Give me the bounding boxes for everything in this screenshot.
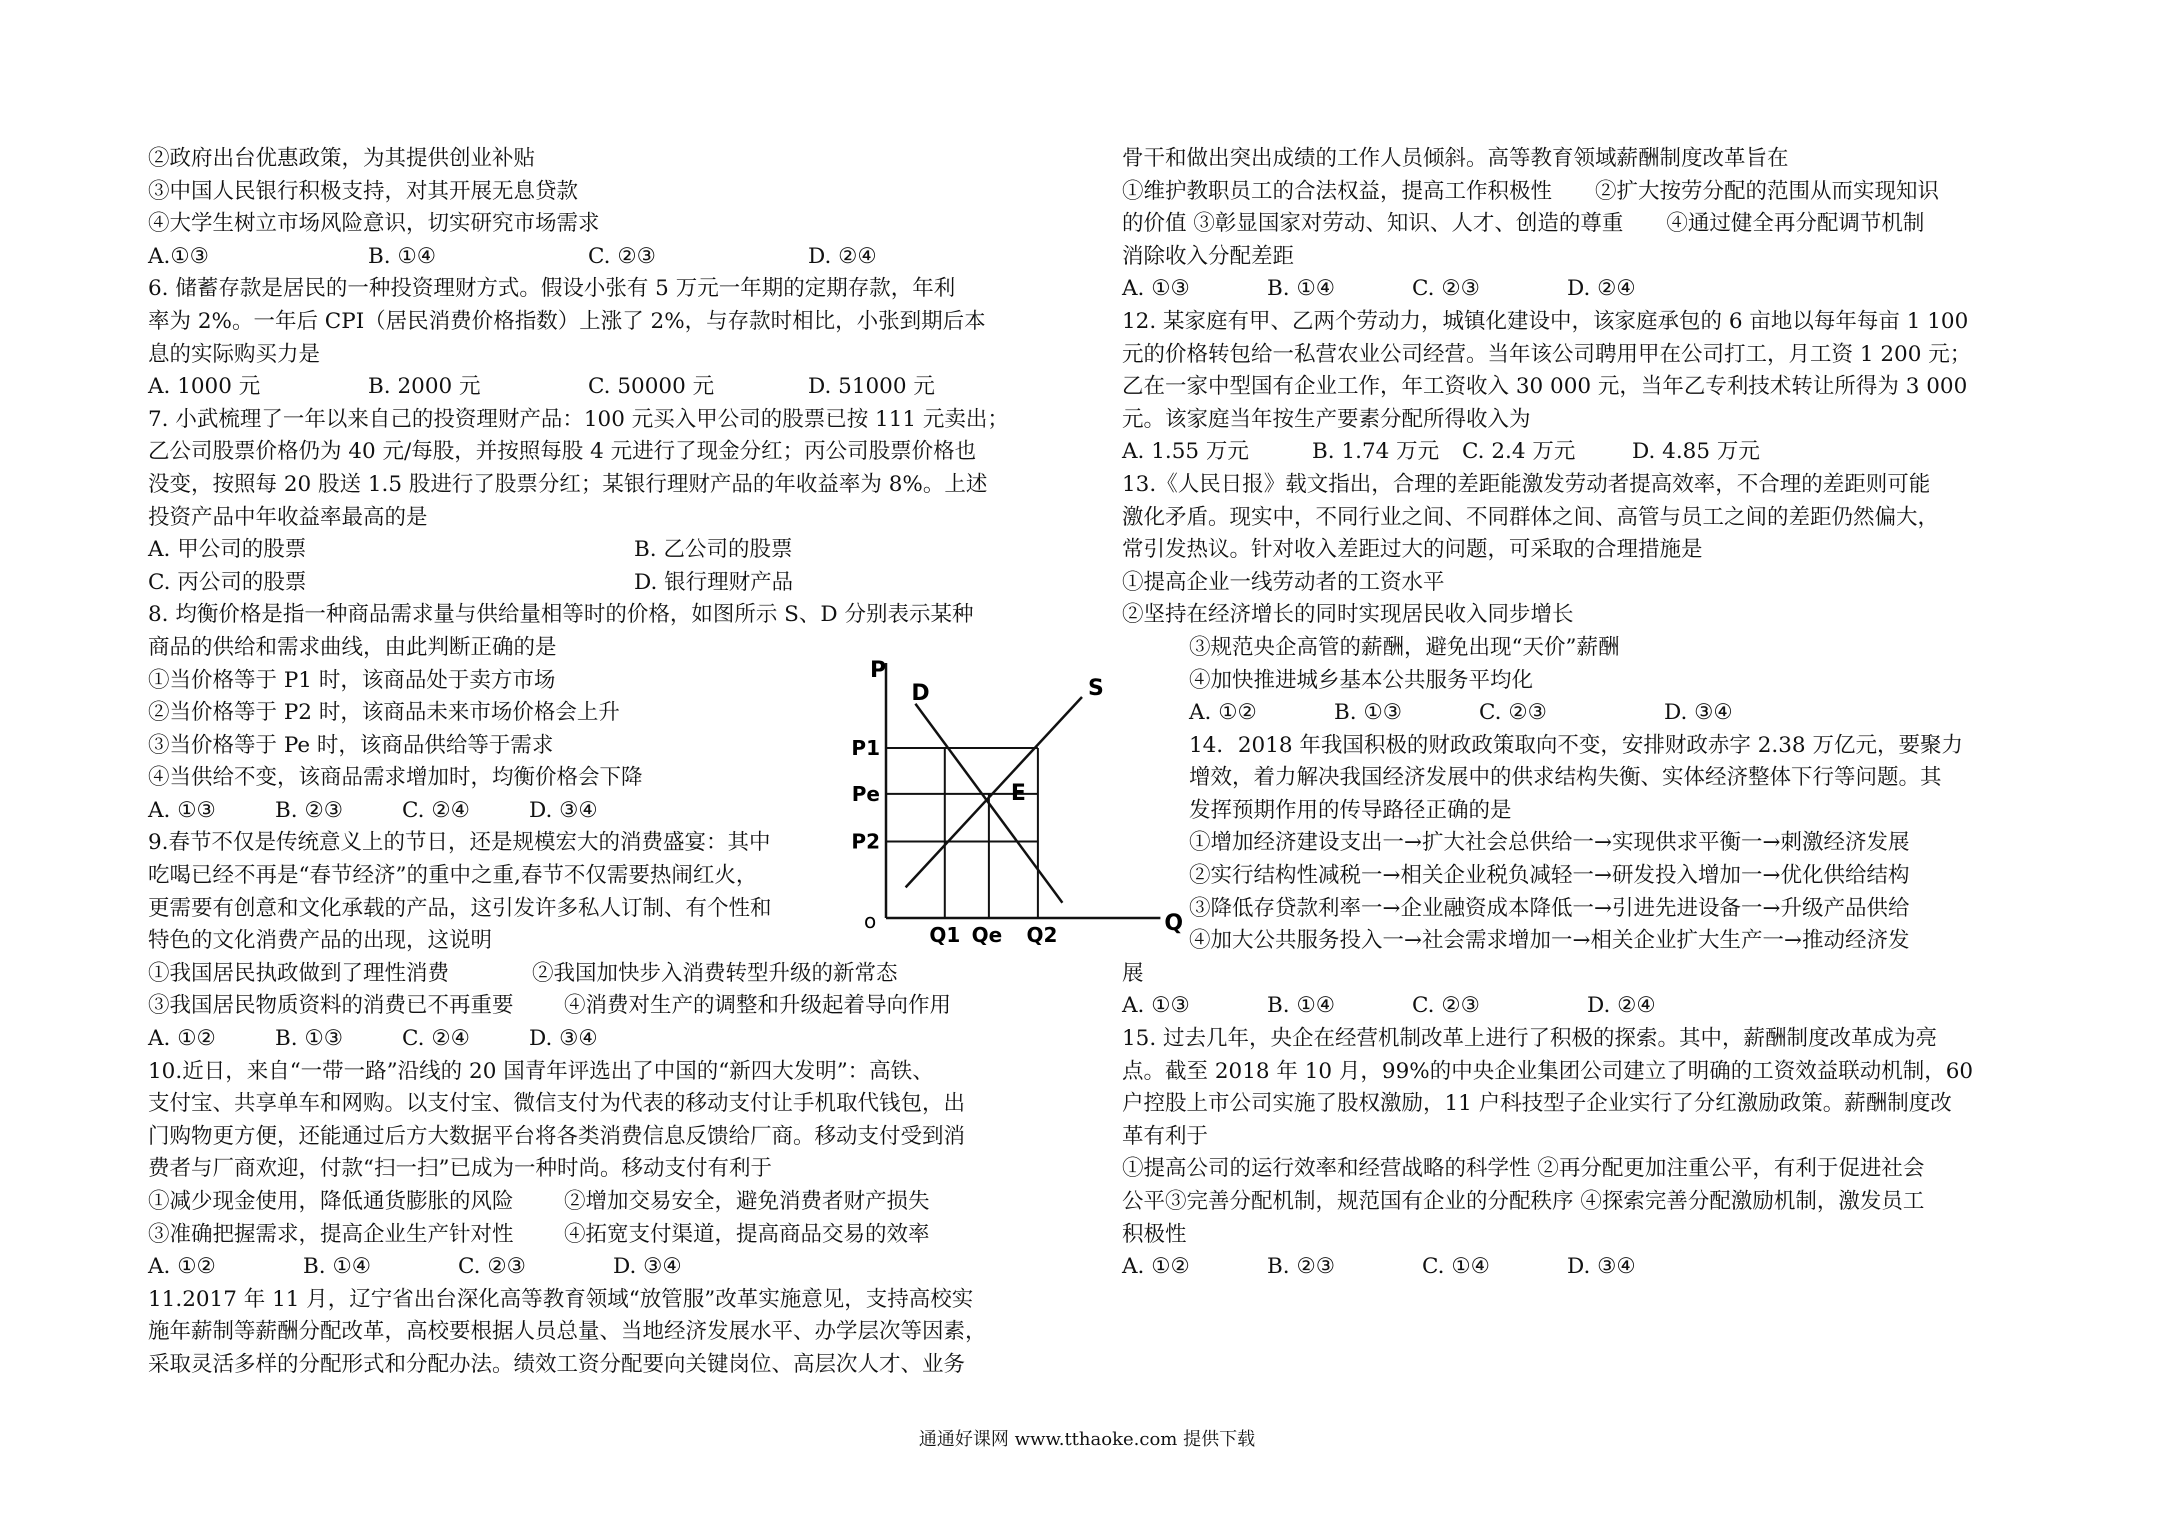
q11-line: 的价值 ③彰显国家对劳动、知识、人才、创造的尊重 ④通过健全再分配调节机制 <box>1122 211 1925 237</box>
q11-line: ①维护教职员工的合法权益，提高工作积极性 ②扩大按劳分配的范围从而实现知识 <box>1122 178 1940 204</box>
q8-option-d: D. ③④ <box>529 797 598 823</box>
q15-line: 积极性 <box>1122 1221 1187 1247</box>
q11-option-a: A. ①③ <box>1122 276 1190 302</box>
q6-line: 息的实际购买力是 <box>148 341 321 367</box>
q13-option-b: B. ①③ <box>1334 700 1403 726</box>
q13-item-3: ③规范央企高管的薪酬，避免出现“天价”薪酬 <box>1189 634 1620 660</box>
q14-line: 14．2018 年我国积极的财政政策取向不变，安排财政赤字 2.38 万亿元，要聚力 <box>1189 732 1963 758</box>
q13-item-1: ①提高企业一线劳动者的工资水平 <box>1122 569 1445 595</box>
q11-line: 采取灵活多样的分配形式和分配办法。绩效工资分配要向关键岗位、高层次人才、业务 <box>148 1351 966 1377</box>
q10-option-a: A. ①② <box>148 1254 216 1280</box>
q8-option-c: C. ②④ <box>402 797 470 823</box>
y-tick-label: Pe <box>851 781 880 806</box>
q15-line: 15. 过去几年，央企在经营机制改革上进行了积极的探索。其中，薪酬制度改革成为亮 <box>1122 1026 1938 1052</box>
q15-option-d: D. ③④ <box>1567 1254 1636 1280</box>
q7-line: 没变，按照每 20 股送 1.5 股进行了股票分红；某银行理财产品的年收益率为 8%。上述 <box>148 471 988 497</box>
q10-option-d: D. ③④ <box>613 1254 682 1280</box>
q14-option-c: C. ②③ <box>1412 993 1480 1019</box>
equilibrium-label: E <box>1010 780 1026 806</box>
q15-option-b: B. ②③ <box>1267 1254 1336 1280</box>
q13-options <box>1122 697 1977 730</box>
q5-option-b: B. ①④ <box>368 243 437 269</box>
supply-label: S <box>1088 676 1104 701</box>
q9-option-b: B. ①③ <box>275 1026 344 1052</box>
q10-line: 费者与厂商欢迎，付款“扫一扫”已成为一种时尚。移动支付有利于 <box>148 1156 772 1182</box>
q5-item-3: ③中国人民银行积极支持，对其开展无息贷款 <box>148 178 579 204</box>
q13-item-4: ④加快推进城乡基本公共服务平均化 <box>1189 667 1534 693</box>
q8-option-b: B. ②③ <box>275 797 344 823</box>
q6-option-b: B. 2000 元 <box>368 374 481 400</box>
q15-line: 革有利于 <box>1122 1123 1209 1149</box>
q9-item-1: ①我国居民执政做到了理性消费 <box>148 960 450 986</box>
q12-options <box>1122 436 1977 469</box>
q13-line: 13.《人民日报》载文指出，合理的差距能激发劳动者提高效率，不合理的差距则可能 <box>1122 471 1931 497</box>
supply-demand-chart <box>820 658 1184 950</box>
q10-item-3: ③准确把握需求，提高企业生产针对性 <box>148 1221 514 1247</box>
q6-line: 6. 储蓄存款是居民的一种投资理财方式。假设小张有 5 万元一年期的定期存款，年利 <box>148 276 956 302</box>
q9-items-row2 <box>148 990 990 1023</box>
x-tick-label: Q2 <box>1026 923 1058 947</box>
q10-option-c: C. ②③ <box>458 1254 526 1280</box>
q14-item-3: ③降低存贷款利率一→企业融资成本降低一→引进先进设备一→升级产品供给 <box>1189 895 1910 921</box>
q14-item-2: ②实行结构性减税一→相关企业税负减轻一→研发投入增加一→优化供给结构 <box>1189 863 1910 889</box>
q9-items-row1 <box>148 958 990 991</box>
q9-line: 更需要有创意和文化承载的产品，这引发许多私人订制、有个性和 <box>148 895 772 921</box>
q9-option-d: D. ③④ <box>529 1026 598 1052</box>
x-tick-label: Q1 <box>929 923 961 947</box>
q5-options <box>148 241 990 274</box>
q8-option-a: A. ①③ <box>148 797 216 823</box>
q13-option-a: A. ①② <box>1189 700 1257 726</box>
q11-options <box>1122 273 1977 306</box>
q5-item-2: ②政府出台优惠政策，为其提供创业补贴 <box>148 146 536 171</box>
q8-item-4: ④当供给不变，该商品需求增加时，均衡价格会下降 <box>148 765 643 791</box>
q9-item-4: ④消费对生产的调整和升级起着导向作用 <box>564 993 952 1019</box>
q15-line: ①提高公司的运行效率和经营战略的科学性 ②再分配更加注重公平，有利于促进社会 <box>1122 1156 1925 1182</box>
q12-option-b: B. 1.74 万元 <box>1312 439 1440 465</box>
q11-option-d: D. ②④ <box>1567 276 1636 302</box>
q10-line: 支付宝、共享单车和网购。以支付宝、微信支付为代表的移动支付让手机取代钱包，出 <box>148 1091 966 1117</box>
q15-line: 公平③完善分配机制，规范国有企业的分配秩序 ④探索完善分配激励机制，激发员工 <box>1122 1189 1925 1214</box>
q15-line: 点。截至 2018 年 10 月，99%的中央企业集团公司建立了明确的工资效益联动机制，60 <box>1122 1058 1974 1084</box>
q10-items-row2 <box>148 1219 990 1252</box>
y-axis-label: P <box>870 658 887 683</box>
q11-option-b: B. ①④ <box>1267 276 1336 302</box>
q14-option-d: D. ②④ <box>1587 993 1656 1019</box>
q9-line: 特色的文化消费产品的出现，这说明 <box>148 928 493 954</box>
q9-item-2: ②我国加快步入消费转型升级的新常态 <box>532 960 898 986</box>
q6-option-a: A. 1000 元 <box>148 374 261 400</box>
q10-item-1: ①减少现金使用，降低通货膨胀的风险 <box>148 1189 514 1214</box>
q9-line: 吃喝已经不再是“春节经济”的重中之重,春节不仅需要热闹红火， <box>148 863 758 889</box>
q14-option-b: B. ①④ <box>1267 993 1336 1019</box>
q11-line: 11.2017 年 11 月，辽宁省出台深化高等教育领域“放管服”改革实施意见，支持高校实 <box>148 1286 974 1312</box>
q7-option-d: D. 银行理财产品 <box>634 569 794 595</box>
q7-option-b: B. 乙公司的股票 <box>634 537 793 563</box>
q11-line: 消除收入分配差距 <box>1122 243 1295 269</box>
q10-items-row1 <box>148 1186 990 1219</box>
q14-item-4: ④加大公共服务投入一→社会需求增加一→相关企业扩大生产一→推动经济发 <box>1189 928 1910 954</box>
right-column <box>1122 143 1977 1284</box>
q7-option-a: A. 甲公司的股票 <box>148 537 307 563</box>
q7-option-c: C. 丙公司的股票 <box>148 569 307 595</box>
q15-options <box>1122 1251 1977 1284</box>
q12-option-a: A. 1.55 万元 <box>1122 439 1249 465</box>
q11-option-c: C. ②③ <box>1412 276 1480 302</box>
q13-line: 激化矛盾。现实中，不同行业之间、不同群体之间、高管与员工之间的差距仍然偏大， <box>1122 504 1940 530</box>
x-tick-label: Qe <box>971 923 1003 947</box>
y-tick-label: P2 <box>851 829 880 854</box>
q6-option-d: D. 51000 元 <box>808 374 935 400</box>
q13-option-c: C. ②③ <box>1479 700 1547 726</box>
q14-line: 增效，着力解决我国经济发展中的供求结构失衡、实体经济整体下行等问题。其 <box>1189 765 1942 791</box>
q6-line: 率为 2%。一年后 CPI（居民消费价格指数）上涨了 2%，与存款时相比，小张到期后本 <box>148 308 986 334</box>
q6-option-c: C. 50000 元 <box>588 374 715 400</box>
q12-option-d: D. 4.85 万元 <box>1632 439 1760 465</box>
q8-line: 8. 均衡价格是指一种商品需求量与供给量相等时的价格，如图所示 S、D 分别表示某种 <box>148 602 974 628</box>
q10-line: 10.近日，来自“一带一路”沿线的 20 国青年评选出了中国的“新四大发明”：高铁、 <box>148 1058 934 1084</box>
q9-option-a: A. ①② <box>148 1026 216 1052</box>
q5-option-d: D. ②④ <box>808 243 877 269</box>
q11-line: 骨干和做出突出成绩的工作人员倾斜。高等教育领域薪酬制度改革旨在 <box>1122 146 1789 171</box>
x-axis-label: Q <box>1164 911 1184 936</box>
q12-line: 元的价格转包给一私营农业公司经营。当年该公司聘用甲在公司打工，月工资 1 200 元； <box>1122 341 1972 367</box>
q12-line: 元。该家庭当年按生产要素分配所得收入为 <box>1122 406 1531 432</box>
q11-line: 施年薪制等薪酬分配改革，高校要根据人员总量、当地经济发展水平、办学层次等因素， <box>148 1319 987 1345</box>
q14-item-1: ①增加经济建设支出一→扩大社会总供给一→实现供求平衡一→刺激经济发展 <box>1189 830 1910 856</box>
q8-item-3: ③当价格等于 Pe 时，该商品供给等于需求 <box>148 732 554 758</box>
guide-lines <box>886 748 1038 918</box>
origin-label: o <box>864 909 877 933</box>
q7-options-row1 <box>148 534 990 567</box>
q9-options <box>148 1023 990 1056</box>
q5-option-c: C. ②③ <box>588 243 656 269</box>
q12-option-c: C. 2.4 万元 <box>1462 439 1576 465</box>
q7-options-row2 <box>148 567 990 600</box>
q10-option-b: B. ①④ <box>303 1254 372 1280</box>
q10-line: 门购物更方便，还能通过后方大数据平台将各类消费信息反馈给厂商。移动支付受到消 <box>148 1123 966 1149</box>
q5-option-a: A.①③ <box>148 243 209 269</box>
q9-line: 9.春节不仅是传统意义上的节日，还是规模宏大的消费盛宴：其中 <box>148 830 771 856</box>
q7-line: 投资产品中年收益率最高的是 <box>148 504 428 530</box>
q14-line: 发挥预期作用的传导路径正确的是 <box>1189 797 1512 823</box>
q6-options <box>148 371 990 404</box>
q8-item-1: ①当价格等于 P1 时，该商品处于卖方市场 <box>148 667 556 693</box>
q7-line: 7. 小武梳理了一年以来自己的投资理财产品：100 元买入甲公司的股票已按 111 元卖出； <box>148 406 1009 432</box>
q15-line: 户控股上市公司实施了股权激励，11 户科技型子企业实行了分红激励政策。薪酬制度改 <box>1122 1091 1952 1117</box>
q8-item-2: ②当价格等于 P2 时，该商品未来市场价格会上升 <box>148 700 620 726</box>
q15-option-a: A. ①② <box>1122 1254 1190 1280</box>
demand-label: D <box>911 680 930 706</box>
q10-options <box>148 1251 990 1284</box>
page-footer: 通通好课网 www.tthaoke.com 提供下载 <box>918 1429 1256 1450</box>
q5-item-4: ④大学生树立市场风险意识，切实研究市场需求 <box>148 211 600 237</box>
q7-line: 乙公司股票价格仍为 40 元/每股，并按照每股 4 元进行了现金分红；丙公司股票价格也 <box>148 439 977 465</box>
q13-item-2: ②坚持在经济增长的同时实现居民收入同步增长 <box>1122 602 1574 628</box>
y-tick-label: P1 <box>851 736 880 760</box>
q9-item-3: ③我国居民物质资料的消费已不再重要 <box>148 993 514 1019</box>
q9-option-c: C. ②④ <box>402 1026 470 1052</box>
q14-option-a: A. ①③ <box>1122 993 1190 1019</box>
q10-item-4: ④拓宽支付渠道，提高商品交易的效率 <box>564 1221 930 1247</box>
q13-line: 常引发热议。针对收入差距过大的问题，可采取的合理措施是 <box>1122 537 1703 563</box>
q14-item-4-tail: 展 <box>1122 960 1144 986</box>
q12-line: 乙在一家中型国有企业工作，年工资收入 30 000 元，当年乙专利技术转让所得为 3 000 <box>1122 374 1968 400</box>
q15-option-c: C. ①④ <box>1422 1254 1490 1280</box>
q8-line: 商品的供给和需求曲线，由此判断正确的是 <box>148 634 557 660</box>
q12-line: 12. 某家庭有甲、乙两个劳动力，城镇化建设中，该家庭承包的 6 亩地以每年每亩 1 100 <box>1122 308 1969 334</box>
q13-option-d: D. ③④ <box>1664 700 1733 726</box>
q10-item-2: ②增加交易安全，避免消费者财产损失 <box>564 1189 930 1214</box>
q14-options <box>1122 990 1977 1023</box>
